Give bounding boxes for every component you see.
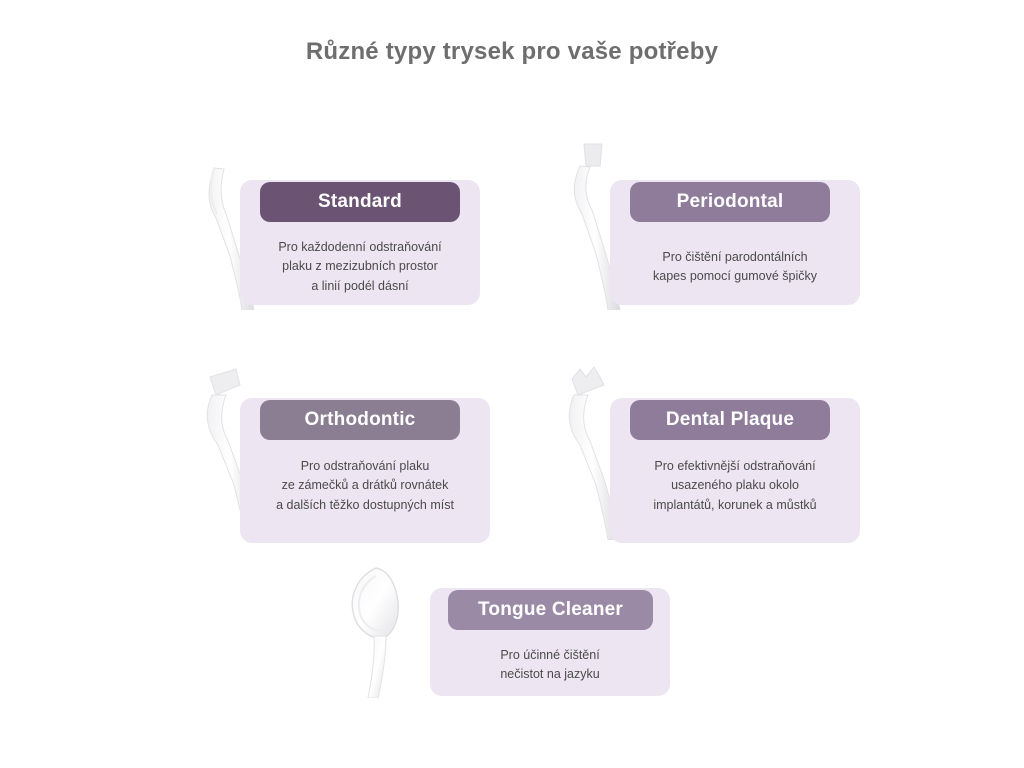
card-periodontal-title: Periodontal	[676, 191, 784, 212]
card-dental-plaque-description	[612, 457, 858, 515]
card-tongue-cleaner-title: Tongue Cleaner	[478, 599, 623, 620]
card-dental-plaque	[550, 365, 860, 540]
card-standard-desc-line: Pro každodenní odstraňování	[278, 240, 442, 254]
card-orthodontic-description	[242, 457, 488, 515]
card-standard	[190, 160, 480, 310]
page-title: Různé typy trysek pro vaše potřeby	[305, 38, 719, 65]
card-periodontal-description	[615, 248, 855, 287]
card-tongue-cleaner-description	[432, 646, 668, 685]
card-orthodontic-desc-line: ze zámečků a drátků rovnátek	[281, 478, 449, 493]
card-tongue-cleaner-desc-line: nečistot na jazyku	[500, 667, 600, 682]
card-standard-description	[245, 238, 475, 296]
card-tongue-cleaner-header	[448, 590, 653, 630]
card-standard-title: Standard	[318, 191, 402, 212]
card-orthodontic-header	[260, 400, 460, 440]
card-orthodontic	[190, 365, 490, 540]
card-tongue-cleaner	[330, 558, 670, 698]
card-dental-plaque-desc-line: usazeného plaku okolo	[671, 478, 799, 493]
card-orthodontic-desc-line: a dalších těžko dostupných míst	[276, 497, 454, 512]
card-periodontal-desc-line: kapes pomocí gumové špičky	[653, 269, 817, 284]
card-orthodontic-title: Orthodontic	[304, 409, 416, 430]
card-periodontal-desc-line: Pro čištění parodontálních	[662, 250, 808, 264]
card-dental-plaque-desc-line: Pro efektivnější odstraňování	[654, 459, 816, 473]
card-standard-desc-line: plaku z mezizubních prostor	[282, 259, 438, 274]
card-standard-desc-line: a linií podél dásní	[311, 278, 409, 293]
card-dental-plaque-header	[630, 400, 830, 440]
card-dental-plaque-desc-line: implantátů, korunek a můstků	[653, 497, 817, 512]
card-orthodontic-desc-line: Pro odstraňování plaku	[300, 459, 430, 473]
card-dental-plaque-title: Dental Plaque	[665, 409, 795, 430]
card-periodontal	[550, 140, 860, 310]
card-periodontal-header	[630, 182, 830, 222]
card-tongue-cleaner-desc-line: Pro účinné čištění	[500, 648, 600, 662]
card-standard-header	[260, 182, 460, 222]
tongue-cleaner-nozzle-icon	[330, 558, 440, 698]
